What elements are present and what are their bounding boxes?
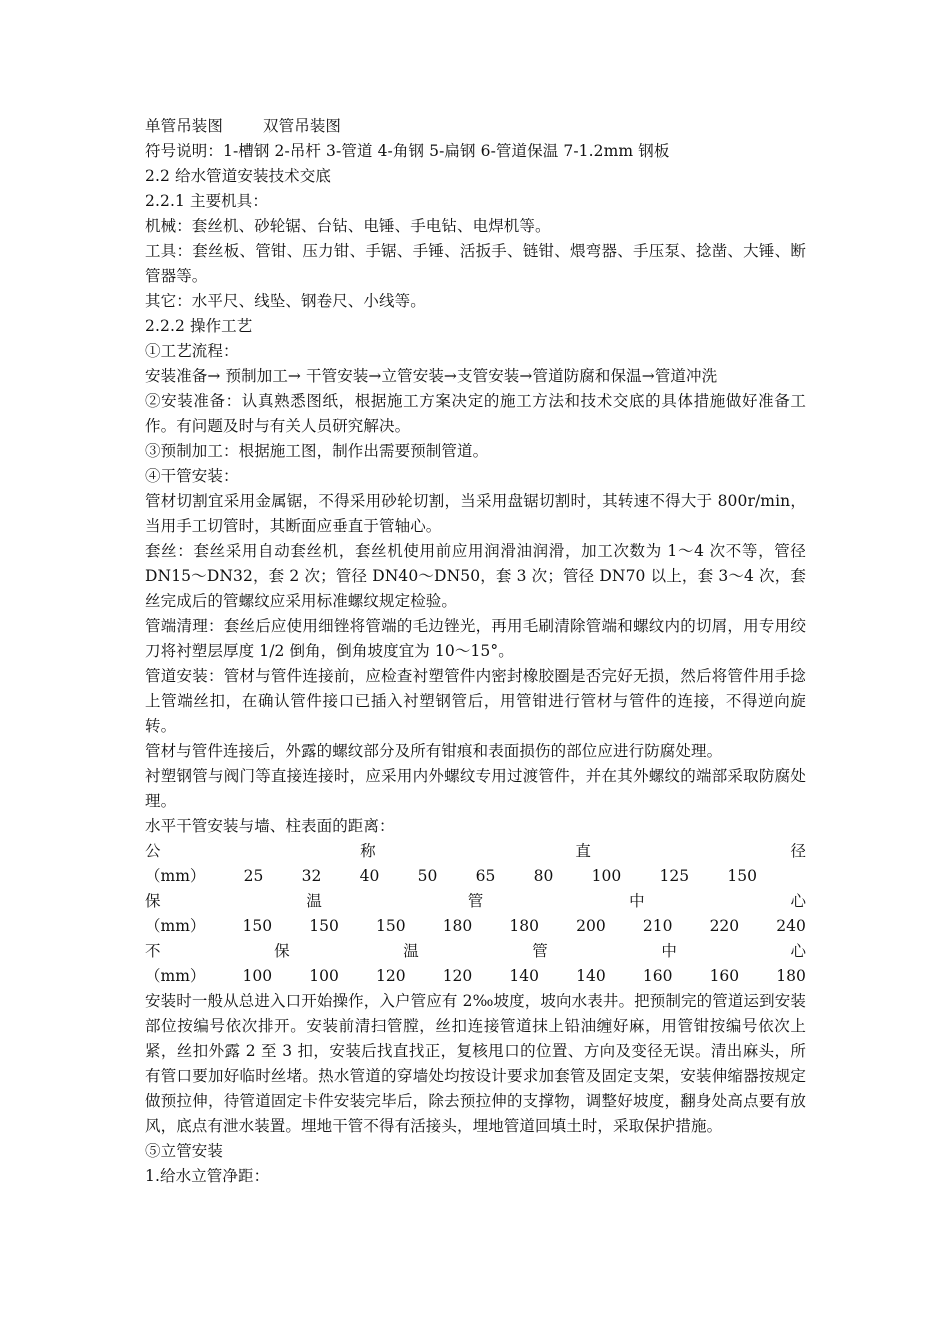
- symbol-legend: 符号说明：1-槽钢 2-吊杆 3-管道 4-角钢 5-扁钢 6-管道保温 7-1.2mm 钢板: [145, 142, 670, 160]
- table-row: （mm） 150 150 150 180 180 200 210 220 240: [145, 917, 806, 935]
- machinery-list: 机械：套丝机、砂轮锯、台钻、电锤、手电钻、电焊机等。: [145, 217, 551, 235]
- pipe-cutting: 管材切割宜采用金属锯，不得采用砂轮切割，当采用盘锯切割时，其转速不得大于 800r/min，当用手工切管时，其断面应垂直于管轴心。: [145, 492, 806, 535]
- single-pipe-caption: 单管吊装图: [145, 117, 224, 135]
- anticorrosion-note: 管材与管件连接后，外露的螺纹部分及所有钳痕和表面损伤的部位应进行防腐处理。: [145, 742, 723, 760]
- main-pipe-heading: ④干管安装：: [145, 467, 239, 485]
- installation-procedure: 安装时一般从总进入口开始操作，入户管应有 2‰坡度，坡向水表井。把预制完的管道运到安装部位按编号依次排开。安装前清扫管膛，丝扣连接管道抹上铅油缠好麻，用管钳按编号依次上紧，丝扣外露 2 至 3 扣，安装后找直找正，复核甩口的位置、方向及变径无误。清出麻头，所有管口要加好临时丝堵。热水管道的穿墙处均按设计要求加套管及固定支架，安装伸缩器按规定做预拉伸，待管道固定卡件安装完毕后，除去预拉伸的支撑物，调整好坡度，翻身处高点要有放风，底点有泄水装置。埋地干管不得有活接头，埋地管道回填土时，采取保护措施。: [145, 992, 806, 1135]
- figure-captions: [145, 114, 806, 139]
- distance-table-heading: 水平干管安装与墙、柱表面的距离：: [145, 817, 395, 835]
- table-row: 不 保 温 管 中 心: [145, 942, 806, 960]
- section-heading-2-2-1: 2.2.1 主要机具：: [145, 192, 268, 210]
- riser-heading: ⑤立管安装: [145, 1142, 224, 1160]
- riser-clearance-heading: 1.给水立管净距：: [145, 1167, 270, 1185]
- other-tools-list: 其它：水平尺、线坠、钢卷尺、小线等。: [145, 292, 426, 310]
- document-page: [145, 114, 806, 1189]
- installation-prep: ②安装准备：认真熟悉图纸，根据施工方案决定的施工方法和技术交底的具体措施做好准备工作。有问题及时与有关人员研究解决。: [145, 392, 806, 435]
- process-flow-heading: ①工艺流程：: [145, 342, 239, 360]
- table-row: 保 温 管 中 心: [145, 892, 806, 910]
- pipe-end-cleaning: 管端清理：套丝后应使用细锉将管端的毛边锉光，再用毛刷清除管端和螺纹内的切屑，用专用绞刀将衬塑层厚度 1/2 倒角，倒角坡度宜为 10～15°。: [145, 617, 806, 660]
- threading: 套丝：套丝采用自动套丝机，套丝机使用前应用润滑油润滑，加工次数为 1～4 次不等，管径 DN15～DN32，套 2 次；管径 DN40～DN50，套 3 次；管径 DN70 以上，套 3～4 次，套丝完成后的管螺纹应采用标准螺纹规定检验。: [145, 542, 806, 610]
- distance-table: [145, 839, 806, 989]
- valve-connection-note: 衬塑钢管与阀门等直接连接时，应采用内外螺纹专用过渡管件，并在其外螺纹的端部采取防腐处理。: [145, 767, 806, 810]
- table-row: （mm） 25 32 40 50 65 80 100 125 150: [145, 867, 757, 885]
- double-pipe-caption: 双管吊装图: [263, 117, 342, 135]
- table-row: 公 称 直 径: [145, 842, 806, 860]
- section-heading-2-2-2: 2.2.2 操作工艺: [145, 317, 253, 335]
- pipe-installation: 管道安装：管材与管件连接前，应检查衬塑管件内密封橡胶圈是否完好无损，然后将管件用手捻上管端丝扣，在确认管件接口已插入衬塑钢管后，用管钳进行管材与管件的连接，不得逆向旋转。: [145, 667, 806, 735]
- process-flow: 安装准备→ 预制加工→ 干管安装→立管安装→支管安装→管道防腐和保温→管道冲洗: [145, 367, 718, 385]
- tools-list: 工具：套丝板、管钳、压力钳、手锯、手锤、活扳手、链钳、煨弯器、手压泵、捻凿、大锤、断管器等。: [145, 242, 806, 285]
- section-heading-2-2: 2.2 给水管道安装技术交底: [145, 167, 331, 185]
- table-row: （mm） 100 100 120 120 140 140 160 160 180: [145, 967, 806, 985]
- prefabrication: ③预制加工：根据施工图，制作出需要预制管道。: [145, 442, 489, 460]
